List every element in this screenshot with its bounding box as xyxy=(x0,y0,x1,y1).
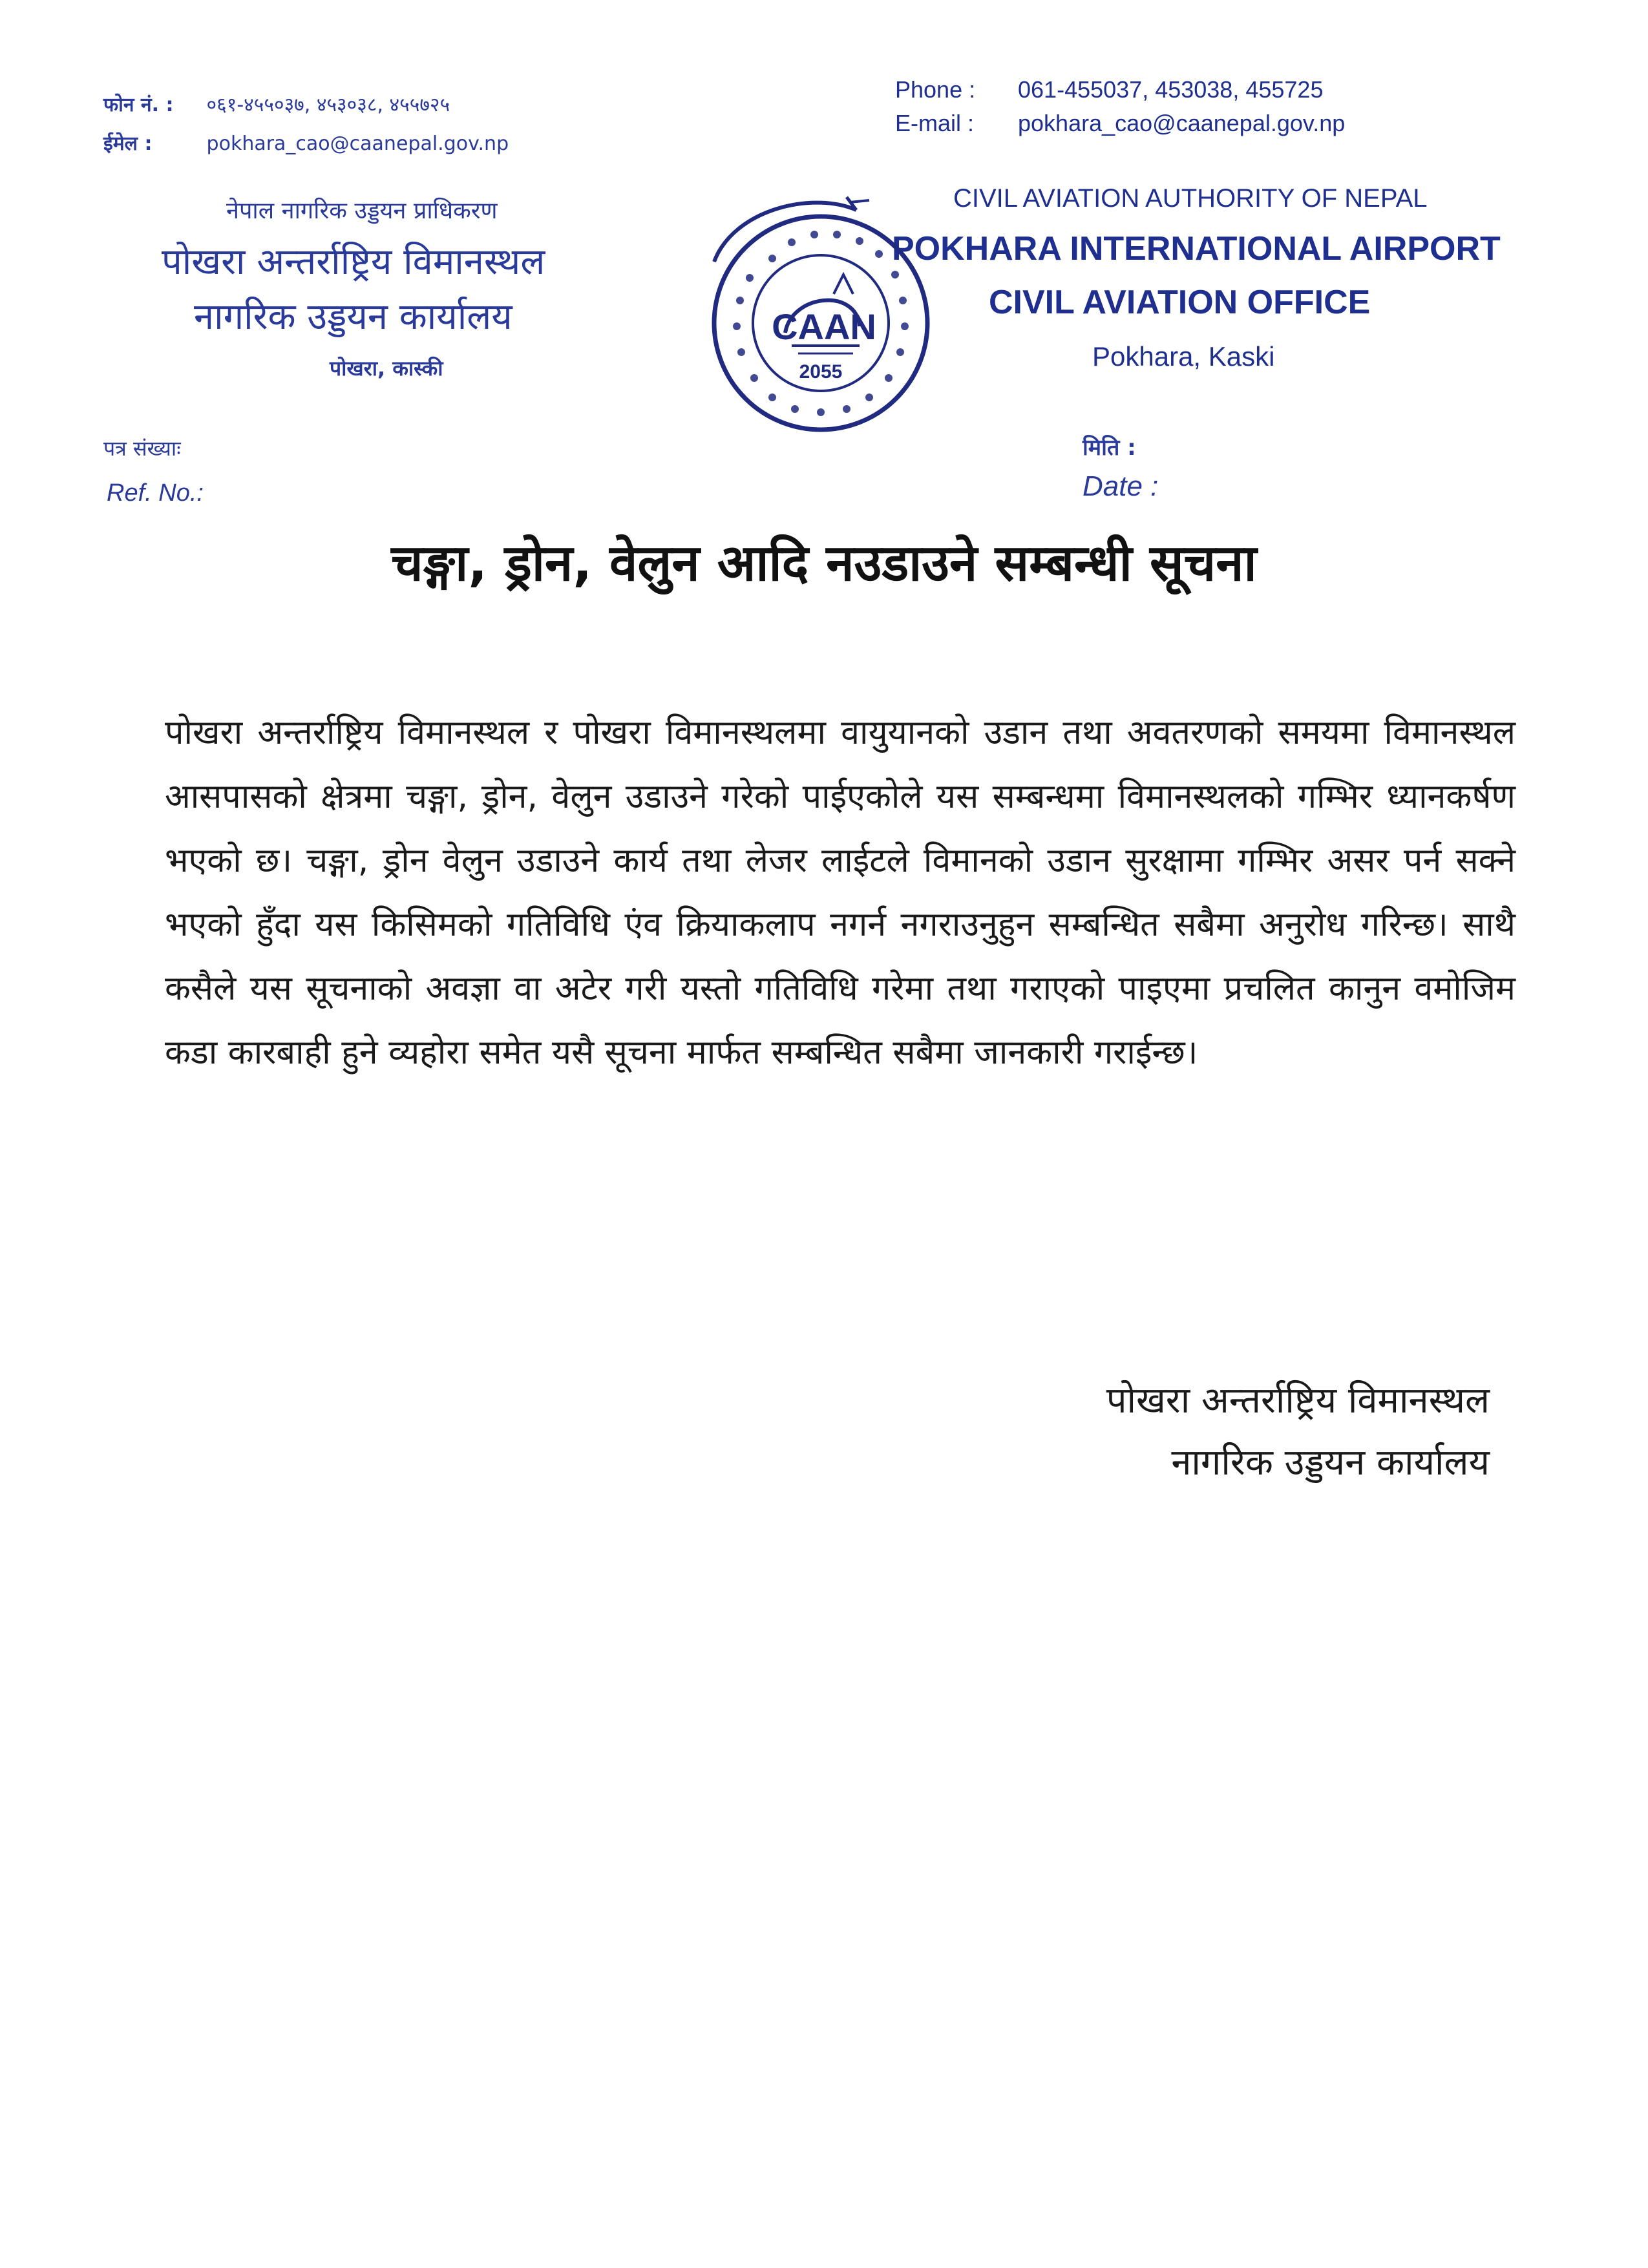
phone-value-np: ०६१-४५५०३७, ४५३०३८, ४५५७२५ xyxy=(206,94,450,116)
notice-body: पोखरा अन्तर्राष्ट्रिय विमानस्थल र पोखरा विमानस्थलमा वायुयानको उडान तथा अवतरणको समयमा विमानस्थल आसपासको क्षेत्रमा चङ्गा, ड्रोन, वेलुन उडाउने गरेको पाईएकोले यस सम्बन्धमा विमानस्थलको गम्भिर ध्यानकर्षण भएको छ। चङ्गा, ड्रोन वेलुन उडाउने कार्य तथा लेजर लाईटले विमानको उडान सुरक्षामा गम्भिर असर पर्न सक्ने भएको हुँदा यस किसिमको गतिविधि एंव क्रियाकलाप नगर्न नगराउनुहुन सम्बन्धित सबैमा अनुरोध गरिन्छ। साथै कसैले यस सूचनाको अवज्ञा वा अटेर गरी यस्तो गतिविधि गरेमा तथा गराएको पाइएमा प्रचलित कानुन वमोजिम कडा कारबाही हुने व्यहोरा समेत यसै सूचना मार्फत सम्बन्धित सबैमा जानकारी गराईन्छ। xyxy=(165,713,1516,1072)
city-en: Pokhara, Kaski xyxy=(1092,341,1275,372)
seal-logo-text: CAAN xyxy=(772,306,876,347)
email-label-en: E-mail : xyxy=(895,110,975,136)
notice-title: चङ्गा, ड्रोन, वेलुन आदि नउडाउने सम्बन्धी सूचना xyxy=(391,534,1257,593)
airport-en: POKHARA INTERNATIONAL AIRPORT xyxy=(892,230,1501,268)
date-label-np: मिति : xyxy=(1083,435,1136,461)
airport-np: पोखरा अन्तर्राष्ट्रिय विमानस्थल xyxy=(162,241,545,283)
email-en xyxy=(895,110,1345,137)
signature-block xyxy=(1106,1370,1490,1494)
phone-label-np: फोन नं. : xyxy=(103,94,174,116)
phone-np xyxy=(103,90,450,117)
signature-line-airport: पोखरा अन्तर्राष्ट्रिय विमानस्थल xyxy=(1106,1380,1490,1422)
email-np xyxy=(103,129,509,156)
authority-en: CIVIL AVIATION AUTHORITY OF NEPAL xyxy=(953,184,1428,213)
seal-year: 2055 xyxy=(799,361,843,383)
office-seal-icon xyxy=(695,184,940,443)
signature-line-office: नागरिक उड्डयन कार्यालय xyxy=(1171,1442,1490,1484)
city-np: पोखरा, कास्की xyxy=(330,356,443,381)
email-value-np[interactable]: pokhara_cao@caanepal.gov.np xyxy=(206,132,509,155)
email-label-np: ईमेल : xyxy=(103,132,153,155)
phone-value-en: 061-455037, 453038, 455725 xyxy=(1018,76,1324,103)
phone-en xyxy=(895,76,1323,103)
ref-label-np: पत्र संख्याः xyxy=(103,436,181,461)
office-np: नागरिक उड्डयन कार्यालय xyxy=(194,296,512,338)
email-value-en[interactable]: pokhara_cao@caanepal.gov.np xyxy=(1018,110,1346,136)
authority-np: नेपाल नागरिक उड्डयन प्राधिकरण xyxy=(226,198,498,224)
ref-label-en: Ref. No.: xyxy=(107,479,204,507)
date-label-en: Date : xyxy=(1083,470,1159,502)
office-en: CIVIL AVIATION OFFICE xyxy=(989,284,1371,321)
phone-label-en: Phone : xyxy=(895,76,976,103)
